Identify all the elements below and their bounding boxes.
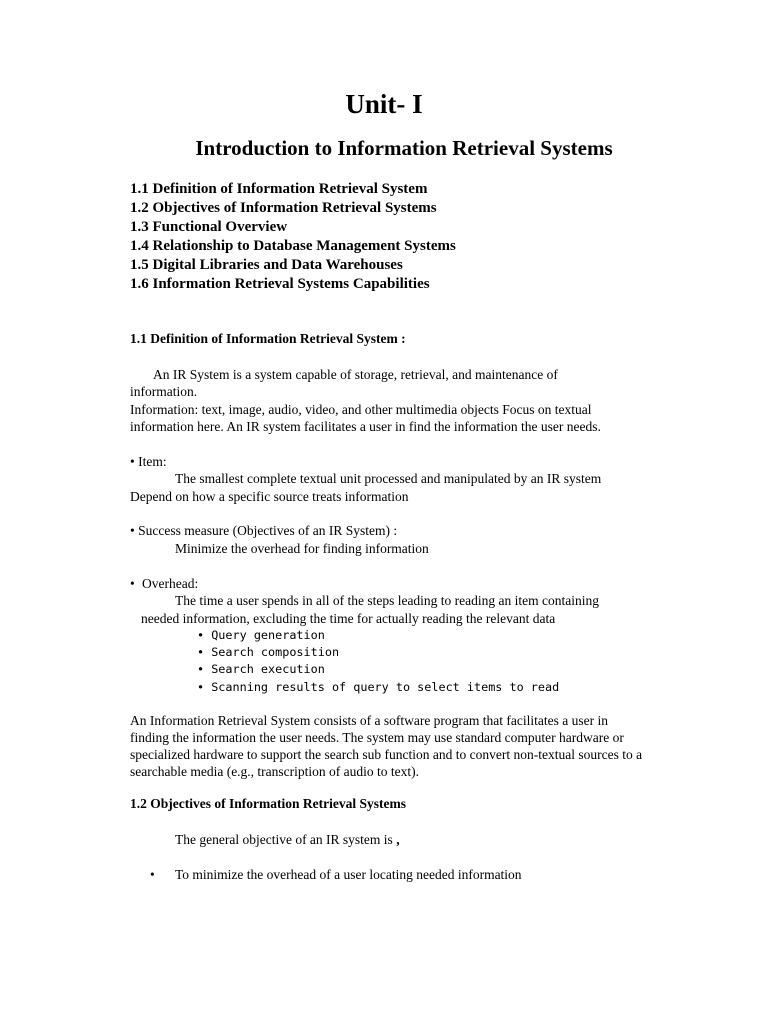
toc-item: 1.2 Objectives of Information Retrieval Systems [130, 200, 437, 216]
intro-line: information. [130, 384, 198, 399]
success-measure-description: Minimize the overhead for finding information [175, 541, 429, 556]
overhead-step: • Scanning results of query to select items to read [197, 680, 560, 694]
objective-item: To minimize the overhead of a user locating needed information [175, 867, 522, 882]
intro-line: An IR System is a system capable of storage, retrieval, and maintenance of [153, 367, 558, 382]
toc-item: 1.6 Information Retrieval Systems Capabilities [130, 276, 430, 292]
overhead-bullet: • [130, 576, 135, 591]
overhead-step: • Search composition [197, 645, 340, 659]
general-objective-comma: , [392, 832, 400, 847]
section-heading-1-1: 1.1 Definition of Information Retrieval System : [130, 331, 406, 346]
info-line: information here. An IR system facilitates a user in find the information the user needs. [130, 419, 601, 434]
info-line: Information: text, image, audio, video, and other multimedia objects Focus on textual [130, 402, 592, 417]
section-heading-1-2: 1.2 Objectives of Information Retrieval Systems [130, 796, 406, 811]
summary-line: specialized hardware to support the search sub function and to convert non-textual sources to a [130, 747, 643, 762]
overhead-step: • Search execution [197, 662, 325, 676]
general-objective-line [175, 831, 400, 849]
item-label: • Item: [130, 454, 167, 469]
toc-item: 1.3 Functional Overview [130, 219, 288, 235]
unit-title: Unit- I [345, 89, 423, 119]
toc-item: 1.4 Relationship to Database Management Systems [130, 238, 456, 254]
objective-bullet: • [150, 867, 155, 882]
success-measure-label: • Success measure (Objectives of an IR System) : [130, 523, 398, 538]
document-title: Introduction to Information Retrieval Systems [195, 136, 613, 160]
toc-item: 1.1 Definition of Information Retrieval System [130, 181, 428, 197]
general-objective-text: The general objective of an IR system is [175, 832, 393, 847]
overhead-description: The time a user spends in all of the steps leading to reading an item containing [175, 593, 600, 608]
overhead-step: • Query generation [197, 628, 325, 642]
item-description: Depend on how a specific source treats information [130, 489, 409, 504]
overhead-description: needed information, excluding the time for actually reading the relevant data [141, 611, 556, 626]
overhead-label: Overhead: [142, 576, 199, 591]
summary-line: searchable media (e.g., transcription of audio to text). [130, 764, 420, 779]
table-of-contents [130, 180, 456, 294]
toc-item: 1.5 Digital Libraries and Data Warehouses [130, 257, 403, 273]
summary-line: An Information Retrieval System consists of a software program that facilitates a user in [130, 713, 608, 728]
summary-line: finding the information the user needs. The system may use standard computer hardware or [130, 730, 624, 745]
item-description: The smallest complete textual unit processed and manipulated by an IR system [175, 471, 602, 486]
